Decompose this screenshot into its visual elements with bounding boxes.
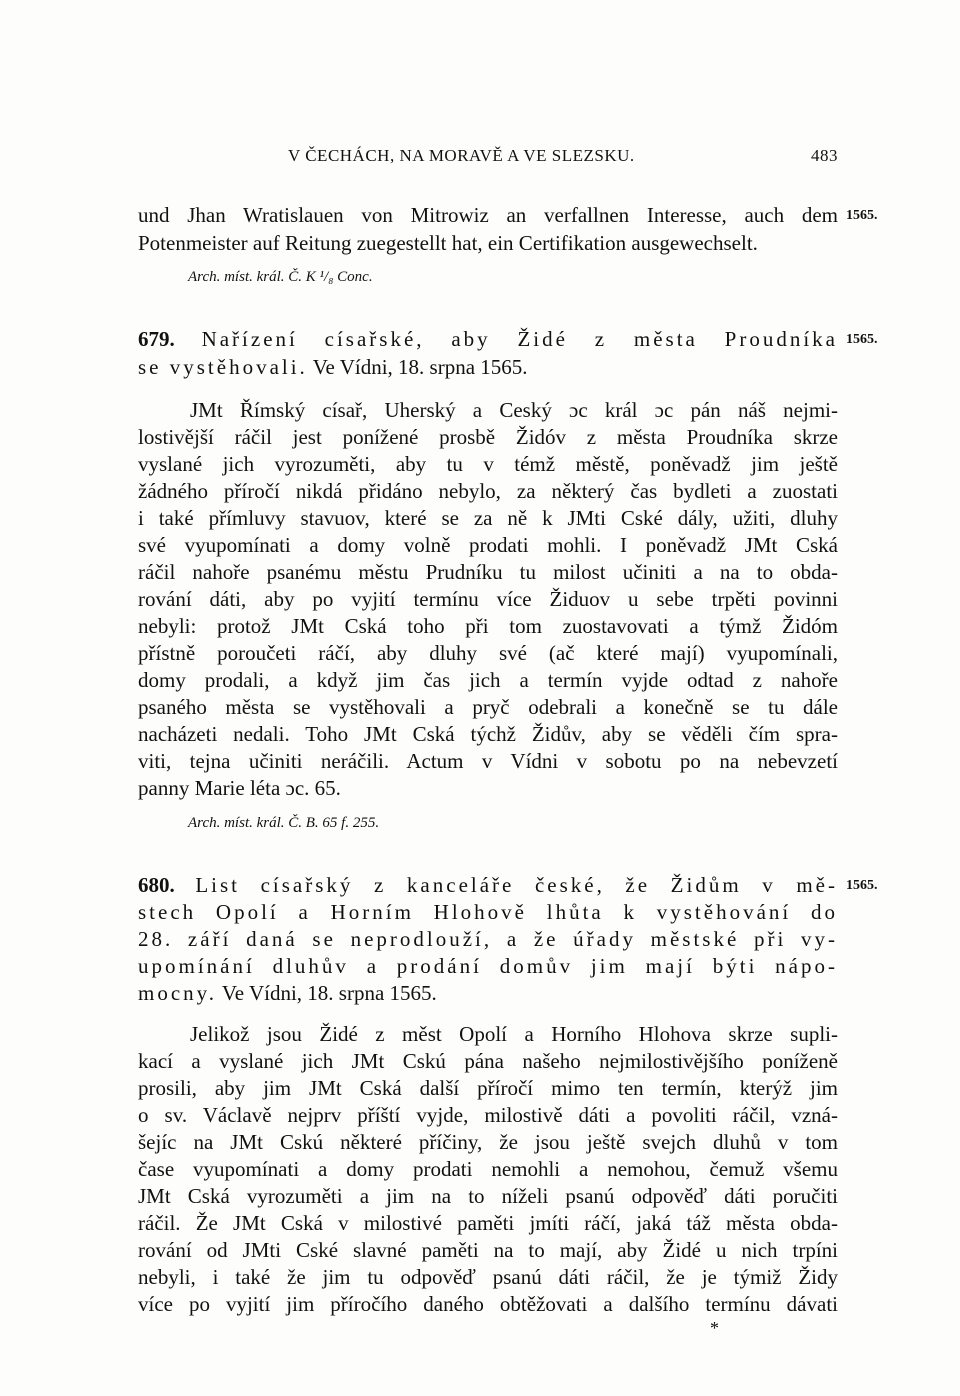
- doc-680-heading-line: 28. září daná se neprodlouží, a že úřady městské při vy-: [138, 927, 838, 951]
- doc-680-body-line: Jelikož jsou Židé z měst Opolí a Horního Hlohova skrze supli-: [190, 1022, 838, 1046]
- margin-year: 1565.: [846, 208, 878, 223]
- margin-year: 1565.: [846, 878, 878, 893]
- doc-680-number: 680.: [138, 873, 175, 897]
- doc-680-title-date: Ve Vídni, 18. srpna 1565.: [221, 981, 437, 1005]
- doc-679-title-date: Ve Vídni, 18. srpna 1565.: [312, 355, 528, 379]
- doc-680-body-line: šejíc na JMt Cskú některé příčiny, že jsou ještě svejch dluhů v tom: [138, 1130, 838, 1154]
- doc-679-title-spaced: se vystěhovali.: [138, 355, 308, 379]
- archive-source: Arch. míst. král. Č. K ¹/₈ Conc.: [188, 269, 373, 285]
- doc-679-body-line: panny Marie léta ɔc. 65.: [138, 776, 341, 800]
- doc-680-body-line: prosili, aby jim JMt Cská další příročí mimo ten termín, kterýž jim: [138, 1076, 838, 1100]
- doc-680-body-line: rování od JMti Cské slavné paměti na to mají, aby Židé u nich trpíni: [138, 1238, 838, 1262]
- doc-679-body-line: rování dáti, aby po vyjití termínu více Židuov u sebe trpěti povinni: [138, 587, 838, 611]
- doc-679-body-line: vyslané jich vyrozuměti, aby tu v témž městě, poněvadž jim ještě: [138, 452, 838, 476]
- running-title: V ČECHÁCH, NA MORAVĚ A VE SLEZSKU.: [288, 146, 635, 165]
- doc-679-body-line: nebyli: protož JMt Cská toho při tom zuostavovati a týmž Židóm: [138, 614, 838, 638]
- margin-year: 1565.: [846, 332, 878, 347]
- doc-680-body-line: čase vyupomínati a domy prodati nemohli a nemohou, čemuž všemu: [138, 1157, 838, 1181]
- doc-679-heading-line: [138, 326, 838, 353]
- doc-680-heading-line: [138, 980, 838, 1007]
- doc-680-body-line: nebyli, i také že jim tu odpověď psanú dáti ráčil, že je týmiž Židy: [138, 1265, 838, 1289]
- doc-680-body-line: JMt Cská vyrozuměti a jim na to níželi psanú odpověď dáti poručiti: [138, 1184, 838, 1208]
- doc-679-body-line: lostivější ráčil jest ponížené prosbě Židóv z města Proudníka skrze: [138, 425, 838, 449]
- doc-679-body-line: ráčil nahoře psanému městu Prudníku tu milost učiniti a na to obda-: [138, 560, 838, 584]
- doc-680-body-line: ráčil. Že JMt Cská v milostivé paměti jmíti ráčí, jaká táž města obda-: [138, 1211, 838, 1235]
- doc-679-heading-line: [138, 354, 838, 381]
- doc-679-body-line: JMt Římský císař, Uherský a Ceský ɔc král ɔc pán náš nejmi-: [190, 398, 838, 422]
- doc-680-title-spaced: mocny.: [138, 981, 218, 1005]
- doc-679-body-line: psaného města se vystěhovali a pryč odebrali a konečně se tu dále: [138, 695, 838, 719]
- doc-680-heading-line: upomínání dluhův a prodání domův jim mají býti nápo-: [138, 954, 838, 978]
- footer-mark: *: [710, 1318, 719, 1338]
- doc-679-body-line: domy prodali, a když jim čas jich a termín vyjde odtad z nahoře: [138, 668, 838, 692]
- doc-680-body-line: o sv. Václavě nejprv příští vyjde, milostivě dáti a povoliti ráčil, vzná-: [138, 1103, 838, 1127]
- doc-680-heading-line: stech Opolí a Horním Hlohově lhůta k vystěhování do: [138, 900, 838, 924]
- doc-679-body-line: i také přímluvy stavuov, které se za ně k JMti Cské dály, užiti, dluhy: [138, 506, 838, 530]
- page-header: [138, 146, 838, 174]
- doc-679-body-line: své vyupomínati a domy volně prodati mohli. I poněvadž JMt Cská: [138, 533, 838, 557]
- doc-680-heading-line: [138, 872, 838, 899]
- doc-680-body-line: kací a vyslané jich JMt Cskú pána našeho nejmilostivějšího poníženě: [138, 1049, 838, 1073]
- doc-679-body-line: přístně poroučeti ráčí, aby dluhy své (ač které mají) vyupomínali,: [138, 641, 838, 665]
- doc-679-body-line: nacházeti nedali. Toho JMt Cská týchž Židův, aby se věděli čím spra-: [138, 722, 838, 746]
- archive-source: Arch. míst. král. Č. B. 65 f. 255.: [188, 815, 380, 831]
- doc-680-title: List císařský z kanceláře české, že Židům v mě-: [195, 873, 838, 897]
- intro-line: Potenmeister auf Reitung zuegestellt hat, ein Certifikation ausgewechselt.: [138, 231, 758, 255]
- doc-679-title: Nařízení císařské, aby Židé z města Proudníka: [201, 327, 838, 351]
- doc-679-body-line: viti, tejna učiniti neráčili. Actum v Vídni v sobotu po na nebevzetí: [138, 749, 838, 773]
- page-number: 483: [811, 146, 838, 165]
- doc-679-body-line: žádného příročí nikdá přidáno nebylo, za některý čas bydleti a zuostati: [138, 479, 838, 503]
- doc-679-number: 679.: [138, 327, 175, 351]
- doc-680-body-line: více po vyjití jim příročího daného obtěžovati a dalšího termínu dávati: [138, 1292, 838, 1316]
- intro-line: und Jhan Wratislauen von Mitrowiz an verfallnen Interesse, auch dem: [138, 203, 838, 227]
